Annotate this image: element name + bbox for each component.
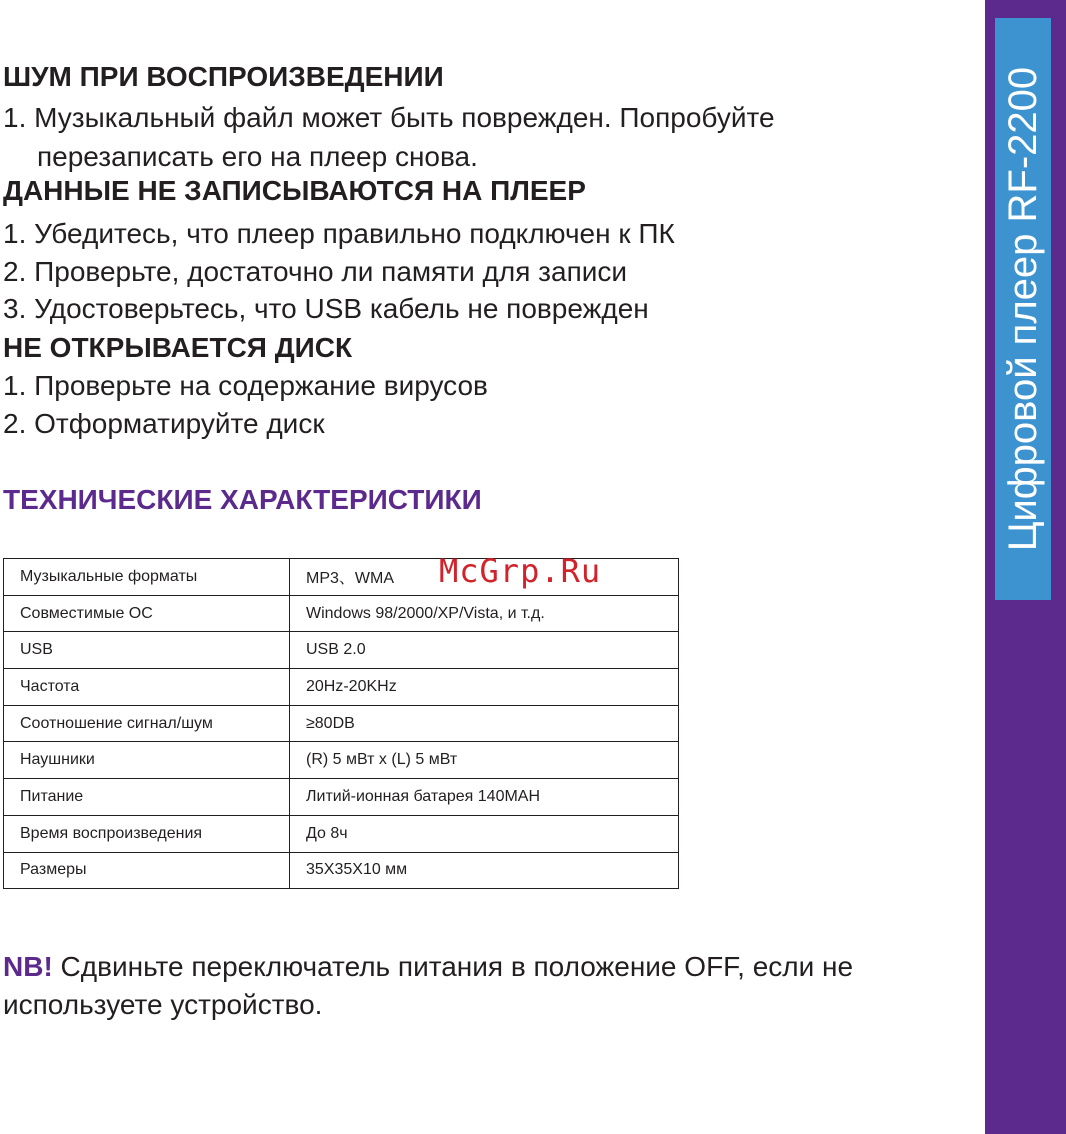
disk-item-2: 2. Отформатируйте диск xyxy=(3,408,325,439)
spec-value: 35X35X10 мм xyxy=(290,852,679,889)
nb-note xyxy=(3,948,963,1024)
table-row xyxy=(4,669,679,706)
spec-label: Соотношение сигнал/шум xyxy=(4,705,290,742)
noise-item-1: 1. Музыкальный файл может быть поврежден. Попробуйте xyxy=(3,102,775,133)
table-row xyxy=(4,632,679,669)
spec-value: Windows 98/2000/XP/Vista, и т.д. xyxy=(290,595,679,632)
nb-label: NB! xyxy=(3,951,53,982)
noise-heading: ШУМ ПРИ ВОСПРОИЗВЕДЕНИИ xyxy=(3,61,444,92)
data-item-1: 1. Убедитесь, что плеер правильно подключен к ПК xyxy=(3,218,675,249)
noise-item-1-continued: перезаписать его на плеер снова. xyxy=(37,141,478,172)
product-title-box xyxy=(995,18,1051,600)
table-row xyxy=(4,595,679,632)
data-heading: ДАННЫЕ НЕ ЗАПИСЫВАЮТСЯ НА ПЛЕЕР xyxy=(3,175,586,206)
disk-item-1: 1. Проверьте на содержание вирусов xyxy=(3,370,488,401)
spec-value: ≥80DB xyxy=(290,705,679,742)
watermark: McGrp.Ru xyxy=(439,552,602,590)
spec-value: USB 2.0 xyxy=(290,632,679,669)
spec-label: Наушники xyxy=(4,742,290,779)
spec-value: До 8ч xyxy=(290,815,679,852)
spec-label: Питание xyxy=(4,779,290,816)
specs-heading: ТЕХНИЧЕСКИЕ ХАРАКТЕРИСТИКИ xyxy=(3,484,482,515)
spec-label: Совместимые ОС xyxy=(4,595,290,632)
table-row xyxy=(4,779,679,816)
spec-value: Литий-ионная батарея 140MAH xyxy=(290,779,679,816)
spec-label: Размеры xyxy=(4,852,290,889)
table-row xyxy=(4,852,679,889)
spec-label: Музыкальные форматы xyxy=(4,559,290,596)
data-item-3: 3. Удостоверьтесь, что USB кабель не поврежден xyxy=(3,293,649,324)
spec-label: Время воспроизведения xyxy=(4,815,290,852)
spec-value: MP3、WMA xyxy=(290,559,679,596)
table-row xyxy=(4,705,679,742)
specs-table xyxy=(3,558,679,889)
spec-value: 20Hz-20KHz xyxy=(290,669,679,706)
spec-label: Частота xyxy=(4,669,290,706)
disk-heading: НЕ ОТКРЫВАЕТСЯ ДИСК xyxy=(3,332,353,363)
table-row xyxy=(4,742,679,779)
product-title: Цифровой плеер RF-2200 xyxy=(1001,66,1045,552)
data-item-2: 2. Проверьте, достаточно ли памяти для записи xyxy=(3,256,628,287)
nb-text: Сдвиньте переключатель питания в положение OFF, если не используете устройство. xyxy=(3,951,854,1020)
spec-label: USB xyxy=(4,632,290,669)
spec-value: (R) 5 мВт x (L) 5 мВт xyxy=(290,742,679,779)
table-row xyxy=(4,815,679,852)
